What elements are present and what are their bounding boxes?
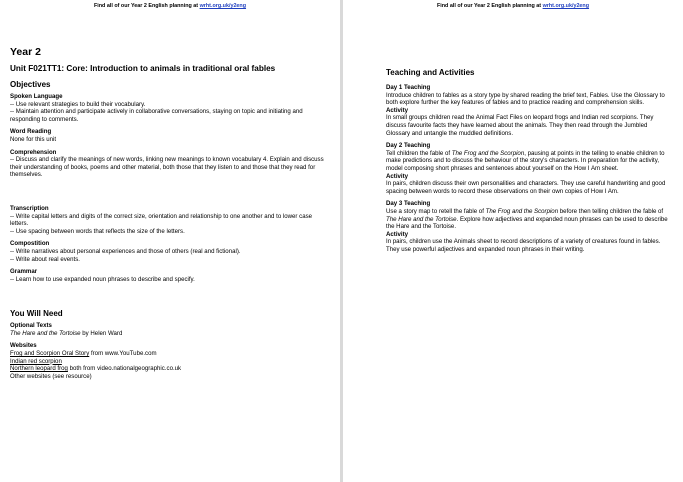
day2-activity-heading: Activity [386, 172, 409, 180]
transcription-line: -- Write capital letters and digits of the correct size, orientation and relationship to one another and to lower case letters. [10, 212, 313, 228]
objectives-heading: Objectives [10, 80, 51, 89]
day1-text: Introduce children to fables as a story type by shared reading the brief text, Fables. Use the Glossary to both explore further the key features of fables and to practice reading and comprehension skills. [386, 91, 665, 107]
comprehension-text: -- Discuss and clarify the meanings of new words, linking new meanings to known vocabulary 4. Explain and discuss their understanding of books, poems and other material, both those that they listen to and those that they read for themselves. [10, 156, 324, 179]
teaching-activities-heading: Teaching and Activities [386, 68, 475, 77]
day3-text-a: Use a story map to retell the fable of [386, 207, 486, 215]
day2-activity: In pairs, children discuss their own personalities and characters. They use careful handwriting and good spacing between words to record these observations on their own copies of How I Am. [386, 180, 666, 195]
transcription-line: -- Use spacing between words that reflects the size of the letters. [10, 227, 185, 235]
right-content [386, 68, 669, 253]
left-content [10, 46, 330, 380]
header-link[interactable]: wrht.org.uk/y2eng [199, 3, 247, 9]
book-title: The Hare and the Tortoise [10, 329, 81, 337]
website-item [10, 365, 330, 373]
day3-activity-heading: Activity [386, 230, 409, 238]
day3-activity: In pairs, children use the Animals sheet to record descriptions of a variety of creatures found in fables. They use powerful adjectives and expanded noun phrases in their writing. [386, 238, 661, 253]
day3-heading: Day 3 Teaching [386, 200, 431, 208]
spoken-language-line: -- Use relevant strategies to build their vocabulary. [10, 100, 146, 108]
day2-heading: Day 2 Teaching [386, 142, 431, 150]
composition-heading: Compostition [10, 240, 50, 248]
optional-text-item [10, 330, 330, 338]
composition-line: -- Write narratives about personal experiences and those of others (real and fictional). [10, 247, 241, 255]
day1-activity-heading: Activity [386, 106, 409, 114]
spoken-language-line: -- Maintain attention and participate actively in collaborative conversations, staying on topic and initiating and responding to comments. [10, 108, 303, 123]
document-page-right [343, 0, 683, 482]
book-author: by Helen Ward [80, 329, 123, 337]
composition-line: -- Write about real events. [10, 255, 80, 263]
you-will-need-heading: You Will Need [10, 309, 63, 319]
grammar-text: -- Learn how to use expanded noun phrases to describe and specify. [10, 275, 195, 283]
document-page-left [0, 0, 340, 482]
website-item [10, 350, 330, 358]
header-text: Find all of our Year 2 English planning at [93, 3, 199, 9]
page-header [0, 3, 340, 9]
website-link-frog-scorpion[interactable]: Frog and Scorpion Oral Story [10, 350, 90, 358]
website-link-red-scorpion[interactable]: Indian red scorpion [10, 357, 62, 365]
website-link-leopard-frog[interactable]: Northern leopard frog [10, 365, 68, 373]
year-title: Year 2 [10, 46, 41, 58]
day3-text [386, 208, 669, 231]
day2-fable-title: The Frog and the Scorpion [451, 149, 525, 157]
website-other: Other websites (see resource) [10, 372, 92, 380]
day2-text-a: Tell children the fable of [386, 149, 452, 157]
page-header [343, 3, 683, 9]
day3-fable-title: The Hare and the Tortoise [386, 215, 457, 223]
website-source: both from video.nationalgeographic.co.uk [67, 365, 182, 373]
day3-text-c: . Explore how adjectives and expanded noun phrases can be used to describe the Hare and the Tortoise. [386, 215, 668, 231]
optional-texts-heading: Optional Texts [10, 322, 52, 330]
header-link[interactable]: wrht.org.uk/y2eng [542, 3, 590, 9]
transcription-heading: Transcription [10, 204, 49, 212]
website-source: from www.YouTube.com [89, 350, 157, 358]
day1-activity: In small groups children read the Animal Fact Files on leopard frogs and Indian red scorpions. They discuss favourite facts they have learned about the animals. They then read through the Jumbled Glossary and untangle the muddled definitions. [386, 114, 654, 137]
unit-title: Unit F021TT1: Core: Introduction to animals in traditional oral fables [10, 64, 276, 73]
day3-fable-title: The Frog and the Scorpion [485, 207, 559, 215]
header-text: Find all of our Year 2 English planning at [436, 3, 542, 9]
grammar-heading: Grammar [10, 268, 38, 276]
spoken-language-heading: Spoken Language [10, 93, 63, 100]
day2-text [386, 150, 669, 173]
comprehension-heading: Comprehension [10, 148, 57, 156]
word-reading-text: None for this unit [10, 135, 57, 143]
day1-heading: Day 1 Teaching [386, 84, 431, 91]
word-reading-heading: Word Reading [10, 128, 52, 136]
website-item [10, 358, 330, 366]
day2-text-b: , pausing at points in the telling to enable children to make predictions and to discuss the behaviour of the story's characters. In preparation for the activity, model composing short phrases and sentences about yourself on the How I Am sheet. [386, 149, 665, 172]
day3-text-b: before then telling children the fable of [558, 207, 664, 215]
websites-heading: Websites [10, 342, 37, 350]
